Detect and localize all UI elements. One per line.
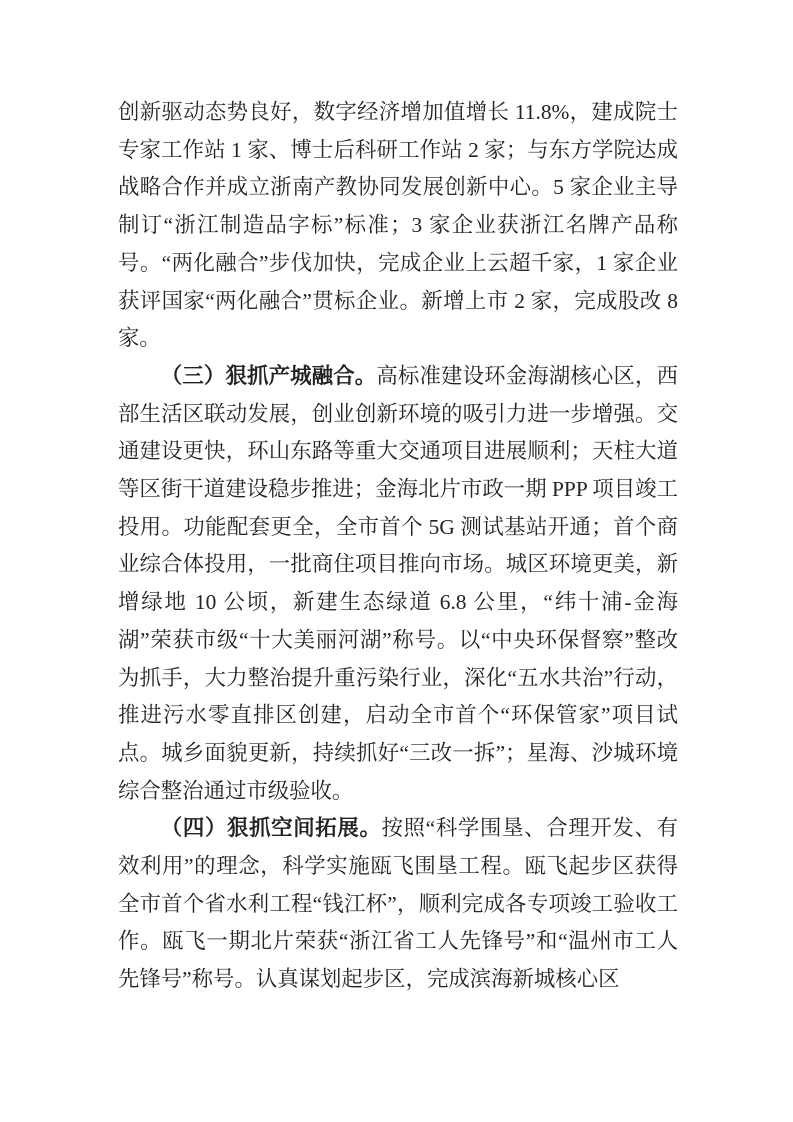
- document-text-block: [118, 94, 678, 999]
- body-text: 数字经济增加值增长 11.8%，建成院士专家工作站 1 家、博士后科研工作站 2 家；与东方学院达成战略合作并成立浙南产教协同发展创新中心。5 家企业主导制订“浙江制造品字标”标准；3 家企业获浙江名牌产品称号。: [118, 100, 678, 275]
- emphasis-phrase: 城区环境更美，: [505, 552, 657, 577]
- emphasis-phrase: 交通建设更快，: [118, 401, 678, 464]
- emphasis-phrase: 城乡面貌更新，: [161, 740, 313, 765]
- body-text: 新增绿地 10 公顷，新建生态绿道 6.8 公里，“纬十浦-金海湖”荣获市级“十大美丽河湖”称号。以“中央环保督察”整改为抓手，大力整治提升重污染行业，深化“五水共治”行动，推进污水零直排区创建，启动全市首个“环保管家”项目试点。: [118, 552, 678, 765]
- body-text: 全市首个 5G 测试基站开通；首个商业综合体投用，一批商住项目推向市场。: [118, 514, 678, 577]
- paragraph-section-4: [118, 810, 678, 999]
- paragraph-continuation: [118, 94, 678, 358]
- body-text: 高标准建设环金海湖核心区，西部生活区联动发展，创业创新环境的吸引力进一步增强。: [118, 363, 678, 426]
- section-heading: （三）狠抓产城融合。: [160, 363, 377, 388]
- body-text: 环山东路等重大交通项目进展顺利；天柱大道等区街干道建设稳步推进；金海北片市政一期 PPP 项目竣工投用。: [118, 439, 678, 539]
- paragraph-section-3: [118, 358, 678, 810]
- body-text: 完成企业上云超千家，1 家企业获评国家“两化融合”贯标企业。新增上市 2 家，完成股改 8 家。: [118, 250, 678, 351]
- emphasis-phrase: “两化融合”步伐加快，: [161, 250, 379, 275]
- body-text: 按照“科学围垦、合理开发、有效利用”的理念，科学实施瓯飞围垦工程。瓯飞起步区获得全市首个省水利工程“钱江杯”，顺利完成各专项竣工验收工作。瓯飞一期北片荣获“浙江省工人先锋号”和“温州市工人先锋号”称号。认真谋划起步区，完成滨海新城核心区: [118, 816, 678, 992]
- emphasis-phrase: 创新驱动态势良好，: [118, 100, 314, 124]
- body-text: 持续抓好“三改一拆”；星海、沙城环境综合整治通过市级验收。: [118, 740, 678, 803]
- emphasis-phrase: 功能配套更全，: [183, 514, 336, 539]
- section-heading: （四）狠抓空间拓展。: [160, 816, 382, 841]
